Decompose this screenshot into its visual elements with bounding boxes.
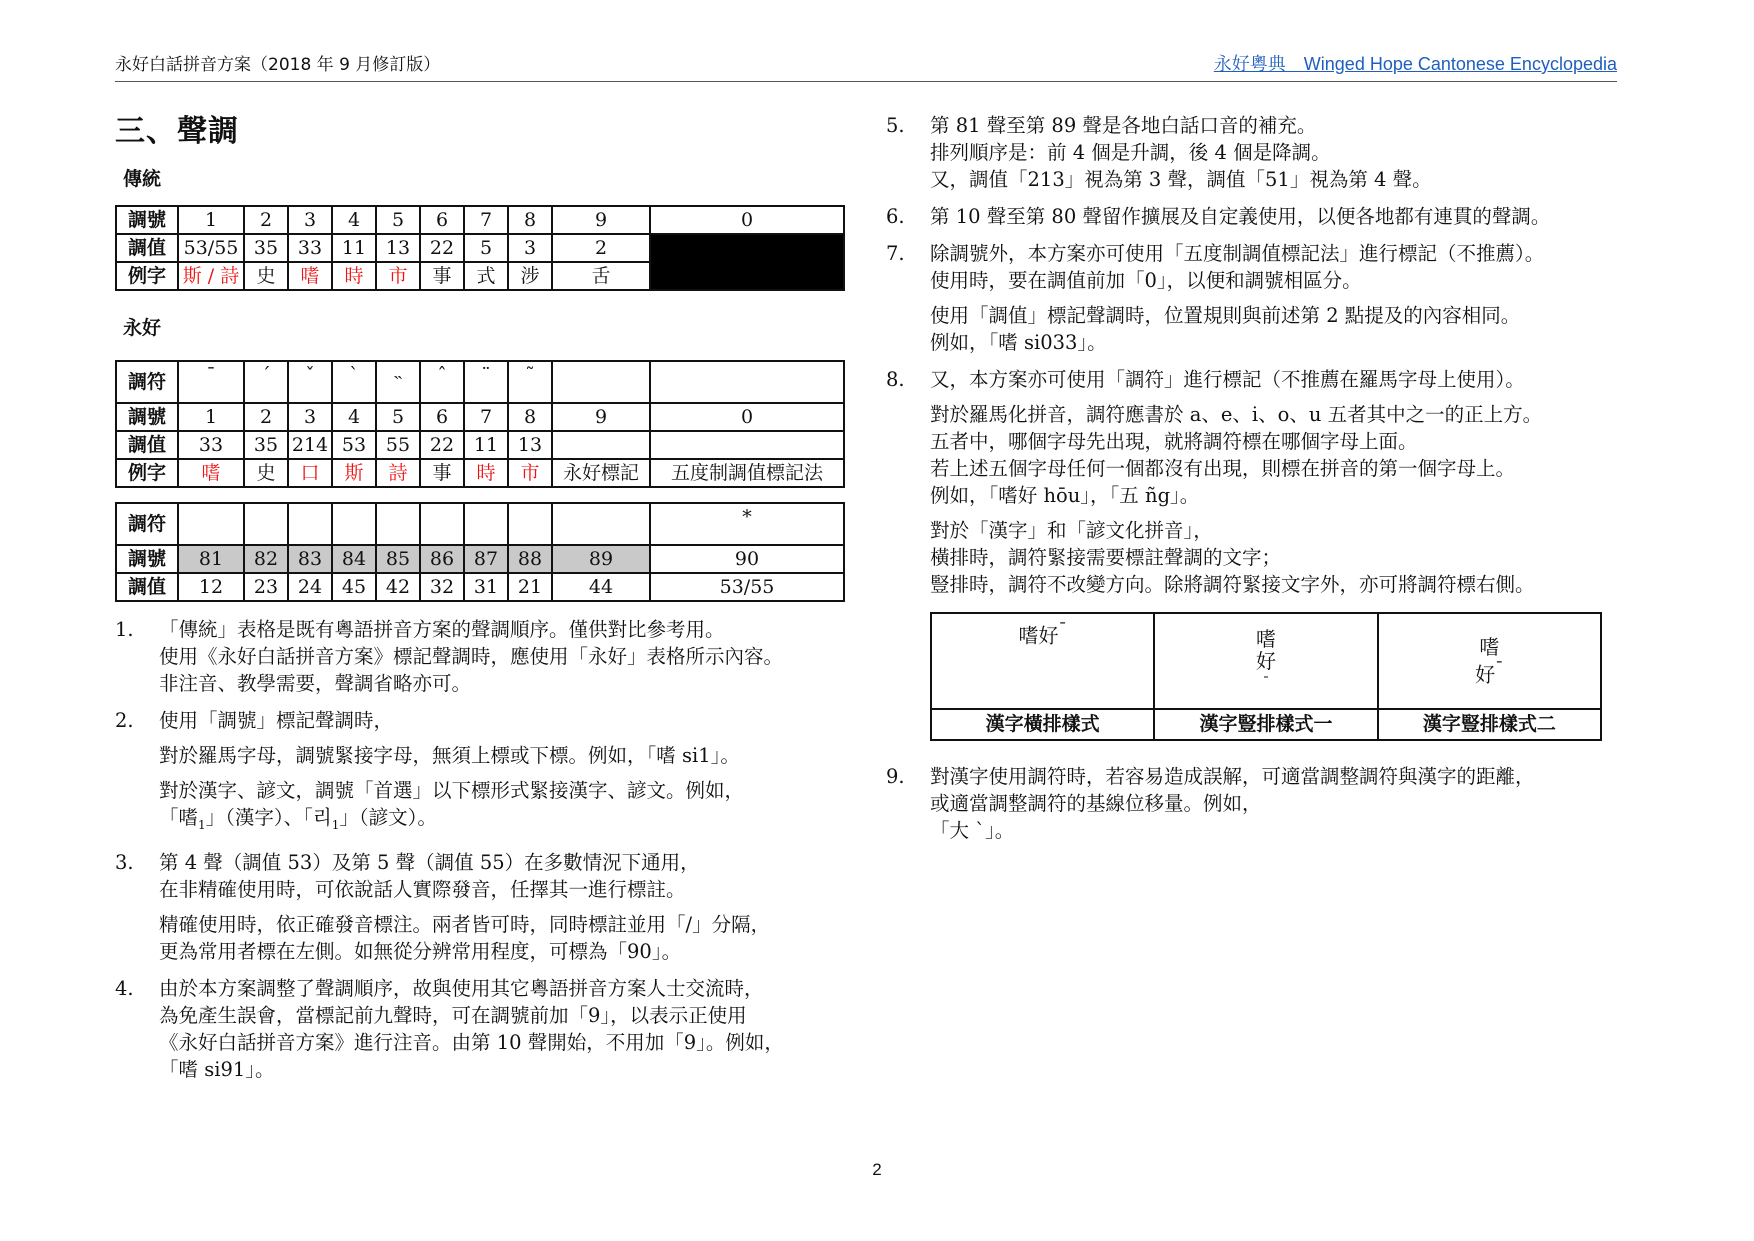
sample-text: 嗜好 [1018,623,1059,648]
tone-mark-cell [332,503,376,545]
example-cell: 式 [464,262,508,290]
list-item [886,763,1616,844]
value-cell: 31 [464,573,508,601]
list-item [886,366,1616,598]
winged-label: 永好 [123,317,162,339]
value-cell: 44 [552,573,650,601]
extended-tone-table [115,502,845,602]
item-number: 1. [115,618,134,641]
tone-mark-cell [508,503,552,545]
code-cell: 2 [244,206,288,234]
vertical-sample-two [1378,613,1601,709]
code-cell: 0 [650,403,844,431]
tone-mark-cell [552,361,650,403]
list-item [886,240,1616,356]
value-cell: 35 [244,234,288,262]
value-cell: 24 [288,573,332,601]
list-item [115,707,845,839]
table-row [116,459,844,487]
tone-mark-layout-table [930,612,1602,741]
table-row [931,613,1601,709]
code-cell: 3 [288,403,332,431]
table-row [116,361,844,403]
code-cell: 8 [508,403,552,431]
row-label: 調號 [116,545,178,573]
code-cell: 4 [332,206,376,234]
traditional-tone-table [115,205,845,291]
note-line: 由於本方案調整了聲調順序，故與使用其它粵語拼音方案人士交流時， [159,976,764,1000]
code-cell: 9 [552,403,650,431]
page-number: 2 [872,1160,882,1179]
tone-mark-cell [244,503,288,545]
traditional-label: 傳統 [123,168,162,190]
note-line: 橫排時，調符緊接需要標註聲調的文字； [930,546,1282,569]
example-cell: 市 [508,459,552,487]
row-label: 調符 [116,503,178,545]
header-divider [115,81,1617,82]
value-cell: 11 [332,234,376,262]
code-cell: 5 [376,403,420,431]
note-line: 《永好白話拼音方案》進行注音。由第 10 聲開始，不用加「9」。例如， [159,1030,784,1054]
sample-tone-mark: ¯ [1058,620,1067,639]
code-cell: 87 [464,545,508,573]
example-cell: 市 [376,262,420,290]
note-line: 對於羅馬字母，調號緊接字母，無須上標或下標。例如，「嗜 si1」。 [159,744,740,767]
tone-mark-cell [376,503,420,545]
sample-text: 好 [1255,649,1276,673]
value-cell: 32 [420,573,464,601]
row-label: 調值 [116,431,178,459]
note-line: 或適當調整調符的基線位移量。例如， [930,792,1262,815]
code-cell: 6 [420,206,464,234]
value-cell: 53/55 [178,234,244,262]
value-cell: 35 [244,431,288,459]
note-line: 」（漢字）、「리 [205,806,332,829]
code-cell: 85 [376,545,420,573]
note-line: 使用「調號」標記聲調時， [159,709,394,732]
code-cell: 88 [508,545,552,573]
value-cell: 214 [288,431,332,459]
code-cell: 3 [288,206,332,234]
row-label: 調值 [116,573,178,601]
note-line: 「大 ˋ」。 [930,819,1015,842]
subscript-tone: 1 [331,817,340,832]
code-cell: 7 [464,403,508,431]
vertical-sample-one [1154,613,1377,709]
item-number: 8. [886,368,905,391]
list-item [886,112,1616,193]
value-cell: 2 [552,234,650,262]
table-row [116,573,844,601]
example-cell: 時 [332,262,376,290]
sample-text: 好 [1475,662,1496,687]
sample-tone-mark: ¯ [1262,675,1270,691]
sample-text: 嗜 [1479,635,1500,660]
table-row [116,503,844,545]
code-cell: 1 [178,403,244,431]
code-cell: 90 [650,545,844,573]
code-cell: 0 [650,206,844,234]
sample-text: 嗜 [1255,627,1276,651]
value-cell: 42 [376,573,420,601]
example-cell: 口 [288,459,332,487]
note-line: 對於「漢字」和「諺文化拼音」， [930,519,1213,542]
code-cell: 81 [178,545,244,573]
tone-mark-cell [288,503,332,545]
code-cell: 84 [332,545,376,573]
list-item [115,849,845,965]
example-cell: 斯 [332,459,376,487]
code-cell: 9 [552,206,650,234]
sample-tone-mark: ¯ [1495,659,1504,679]
caption-cell: 漢字豎排樣式一 [1154,709,1377,740]
code-cell: 1 [178,206,244,234]
table-row [116,403,844,431]
table-row [116,545,844,573]
code-cell: 83 [288,545,332,573]
value-cell: 11 [464,431,508,459]
value-cell: 22 [420,234,464,262]
note-line: 非注音、教學需要，聲調省略亦可。 [159,672,472,695]
item-number: 9. [886,765,905,788]
value-cell: 23 [244,573,288,601]
code-cell: 86 [420,545,464,573]
value-cell: 33 [178,431,244,459]
tone-mark-cell [178,503,244,545]
note-line: 第 10 聲至第 80 聲留作擴展及自定義使用，以便各地都有連貫的聲調。 [930,205,1551,228]
note-line: 對漢字使用調符時，若容易造成誤解，可適當調整調符與漢字的距離， [930,765,1535,788]
tone-mark-cell [420,503,464,545]
example-cell: 時 [464,459,508,487]
note-line: 第 4 聲（調值 53）及第 5 聲（調值 55）在多數情況下通用， [159,850,700,874]
note-line: 第 81 聲至第 89 聲是各地白話口音的補充。 [930,114,1317,137]
value-cell: 5 [464,234,508,262]
item-number: 5. [886,114,905,137]
row-label: 調號 [116,403,178,431]
item-number: 3. [115,850,134,874]
code-cell: 8 [508,206,552,234]
subscript-tone: 1 [198,817,206,832]
code-cell: 5 [376,206,420,234]
left-column [115,106,845,1093]
code-cell: 2 [244,403,288,431]
example-cell: 五度制調值標記法 [650,459,844,487]
tone-mark-cell: ¯ [178,361,244,403]
note-line: 例如，「嗜 si033」。 [930,331,1107,354]
note-line: 排列順序是：前 4 個是升調，後 4 個是降調。 [930,141,1331,164]
note-line: 五者中，哪個字母先出現，就將調符標在哪個字母上面。 [930,430,1418,453]
note-line: 使用「調值」標記聲調時，位置規則與前述第 2 點提及的內容相同。 [930,304,1521,327]
winged-tone-table [115,360,845,488]
tone-mark-cell: ˜ [508,361,552,403]
caption-cell: 漢字橫排樣式 [931,709,1154,740]
example-cell: 史 [244,262,288,290]
tone-mark-cell: ˇ [288,361,332,403]
example-cell: 嗜 [178,459,244,487]
example-cell: 涉 [508,262,552,290]
tone-mark-cell: ˊ [244,361,288,403]
value-cell: 13 [508,431,552,459]
value-cell: 53/55 [650,573,844,601]
value-cell [552,431,650,459]
example-cell: 永好標記 [552,459,650,487]
example-cell: 事 [420,459,464,487]
note-line: 對於羅馬化拼音，調符應書於 a、e、i、o、u 五者其中之一的正上方。 [930,403,1543,426]
right-column [886,112,1616,854]
notes-list-left [115,616,845,1083]
value-cell: 22 [420,431,464,459]
list-item [115,616,845,697]
value-cell: 3 [508,234,552,262]
note-line: 例如，「嗜好 hōu」，「五 ñg」。 [930,484,1200,507]
value-cell: 12 [178,573,244,601]
tone-mark-cell [464,503,508,545]
tone-mark-cell: ˆ [420,361,464,403]
code-cell: 4 [332,403,376,431]
example-cell: 詩 [376,459,420,487]
note-line: 為免產生誤會，當標記前九聲時，可在調號前加「9」，以表示正使用 [159,1003,747,1027]
tone-mark-cell [650,361,844,403]
note-line: 使用時，要在調值前加「0」，以便和調號相區分。 [930,269,1362,292]
note-line: 「傳統」表格是既有粵語拼音方案的聲調順序。僅供對比參考用。 [159,618,725,641]
item-number: 2. [115,709,134,732]
value-cell: 13 [376,234,420,262]
note-line: 」（諺文）。 [339,806,437,829]
value-cell: 45 [332,573,376,601]
code-cell: 89 [552,545,650,573]
note-line: 對於漢字、諺文，調號「首選」以下標形式緊接漢字、諺文。例如， [159,779,745,802]
row-label: 調號 [116,206,178,234]
tone-mark-cell: ¨ [464,361,508,403]
table-row [116,431,844,459]
blacked-out-cell [650,234,844,290]
example-cell: 嗜 [288,262,332,290]
note-line: 「嗜 si91」。 [159,1057,275,1081]
note-line: 又，本方案亦可使用「調符」進行標記（不推薦在羅馬字母上使用）。 [930,368,1525,391]
item-number: 4. [115,976,134,1000]
row-label: 調符 [116,361,178,403]
value-cell: 33 [288,234,332,262]
table-row [931,709,1601,740]
example-cell: 斯 / 詩 [178,262,244,290]
note-line: 若上述五個字母任何一個都沒有出現，則標在拼音的第一個字母上。 [930,457,1516,480]
item-number: 6. [886,205,905,228]
code-cell: 82 [244,545,288,573]
row-label: 例字 [116,262,178,290]
note-line: 除調號外，本方案亦可使用「五度制調值標記法」進行標記（不推薦）。 [930,242,1545,265]
note-line: 「嗜 [159,806,199,829]
example-cell: 事 [420,262,464,290]
note-line: 精確使用時，依正確發音標注。兩者皆可時，同時標註並用「/」分隔， [159,912,771,936]
value-cell: 55 [376,431,420,459]
note-line: 又，調值「213」視為第 3 聲，調值「51」視為第 4 聲。 [930,168,1432,191]
code-cell: 7 [464,206,508,234]
value-cell: 21 [508,573,552,601]
note-line: 使用《永好白話拼音方案》標記聲調時，應使用「永好」表格所示內容。 [159,645,784,668]
tone-mark-cell [552,503,650,545]
row-label: 調值 [116,234,178,262]
note-line: 在非精確使用時，可依說話人實際發音，任擇其一進行標註。 [159,877,686,901]
tone-mark-cell: ˋ [332,361,376,403]
note-line: 豎排時，調符不改變方向。除將調符緊接文字外，亦可將調符標右側。 [930,573,1535,596]
caption-cell: 漢字豎排樣式二 [1378,709,1601,740]
example-cell: 舌 [552,262,650,290]
row-label: 例字 [116,459,178,487]
tone-mark-cell: * [650,503,844,545]
encyclopedia-link[interactable]: 永好粵典 Winged Hope Cantonese Encyclopedia [1213,54,1617,74]
table-row [116,234,844,262]
tone-mark-cell: ˵ [376,361,420,403]
document-title: 永好白話拼音方案（2018 年 9 月修訂版） [115,55,441,75]
item-number: 7. [886,242,905,265]
value-cell [650,431,844,459]
example-cell: 史 [244,459,288,487]
section-title: 三、聲調 [115,114,239,149]
code-cell: 6 [420,403,464,431]
horizontal-sample [931,613,1154,709]
list-item [886,203,1616,230]
note-line: 更為常用者標在左側。如無從分辨常用程度，可標為「90」。 [159,939,682,963]
value-cell: 53 [332,431,376,459]
table-row [116,206,844,234]
list-item [115,975,845,1083]
